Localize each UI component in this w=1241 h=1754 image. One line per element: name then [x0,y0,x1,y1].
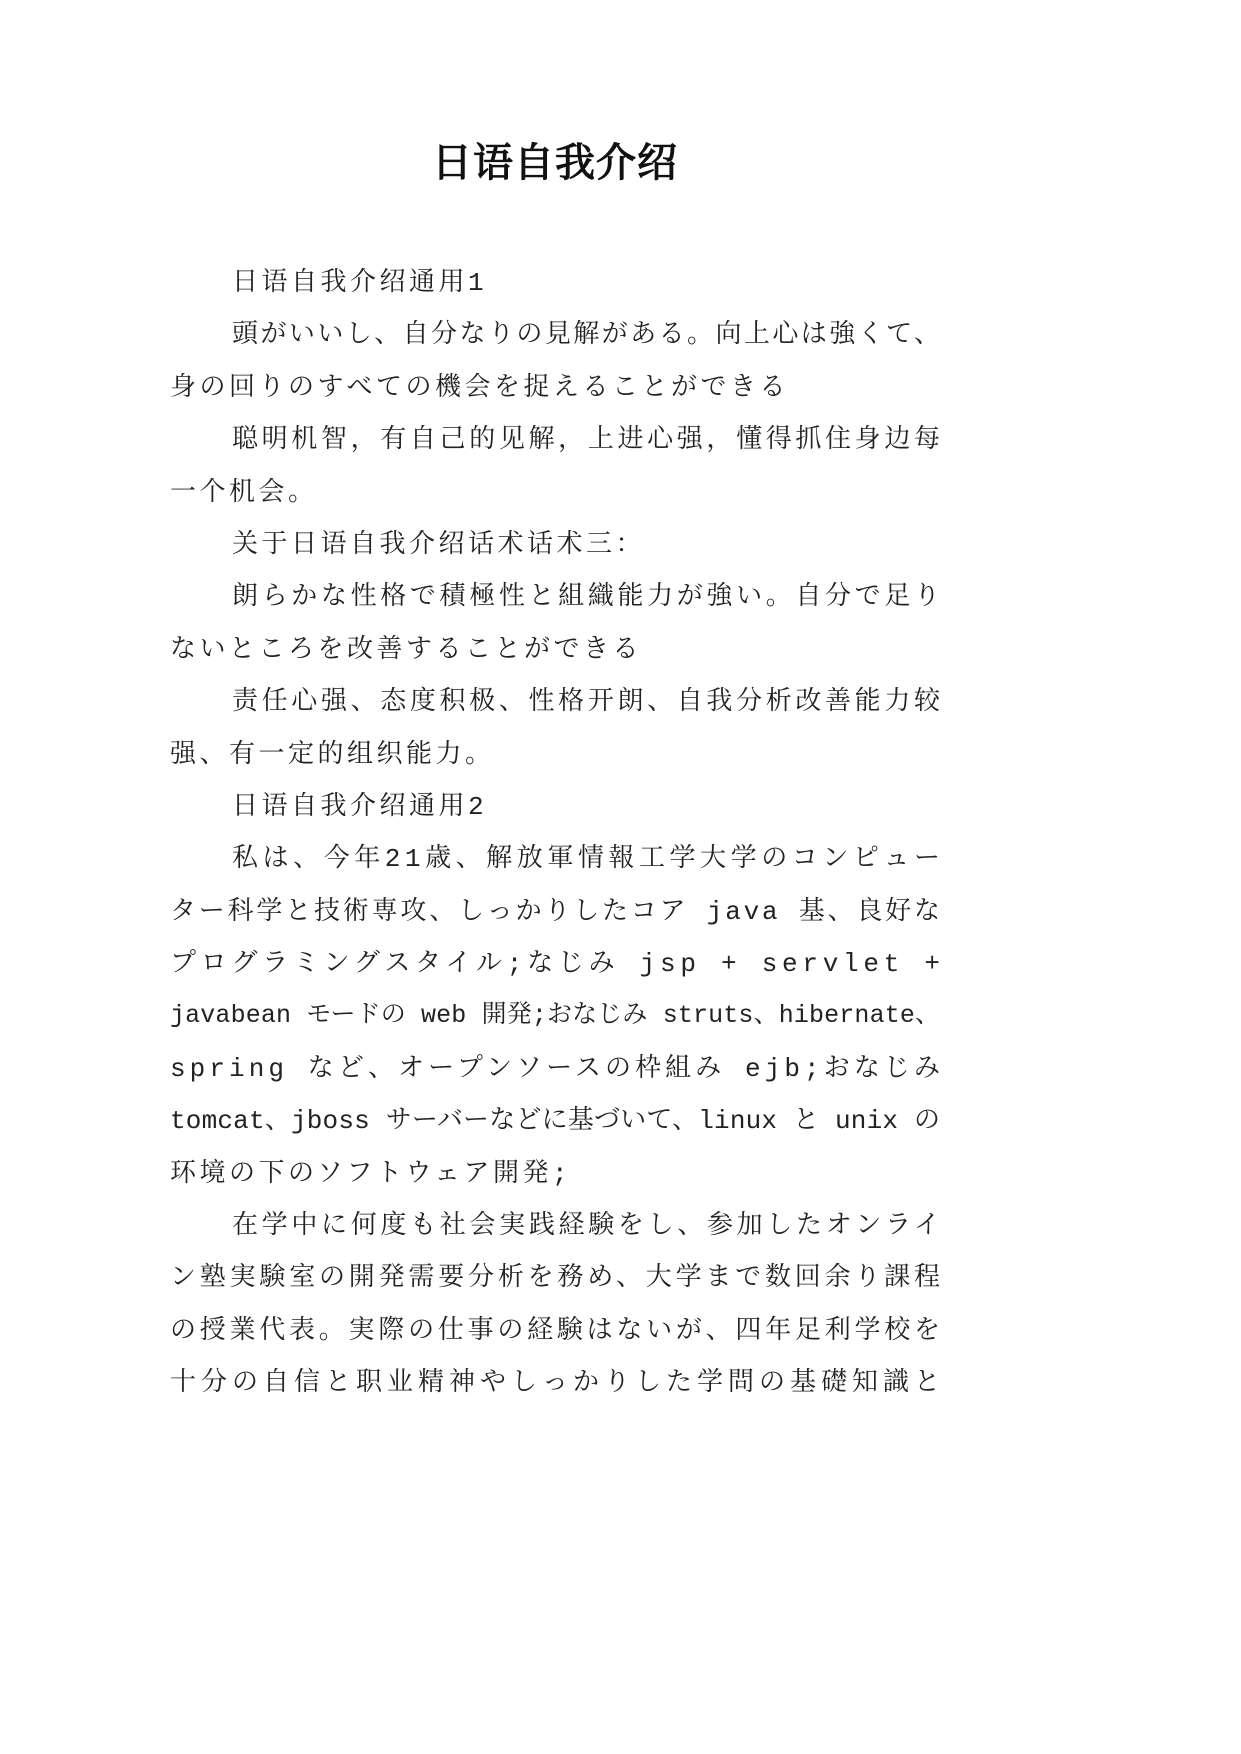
text-line: 十分の自信と职业精神やしっかりした学問の基礎知識と [170,1368,945,1399]
text-line: プログラミングスタイル;なじみ jsp + servlet + [170,949,945,980]
text-line: 一个机会。 [170,477,318,508]
text-line: 日语自我介绍通用2 [232,791,488,822]
text-line: の授業代表。実際の仕事の経験はないが、四年足利学校を [170,1315,944,1346]
paragraph [170,571,944,676]
text-line: 私は、今年21歳、解放軍情報工学大学のコンピュー [232,844,945,875]
text-line: 聪明机智，有自己的见解，上进心强，懂得抓住身边每 [232,425,944,456]
text-line: javabean モードの web 開発;おなじみ struts、hibernate、 [170,1001,941,1031]
paragraph [170,519,940,571]
page-title: 日语自我介绍 [432,139,678,186]
text-line: 在学中に何度も社会実践経験をし、参加したオンライ [232,1211,944,1242]
section-heading [170,781,940,833]
text-line: 责任心强、态度积极、性格开朗、自我分析改善能力较 [232,687,944,718]
paragraph [170,676,944,781]
text-line: ター科学と技術専攻、しっかりしたコア java 基、良好な [170,896,943,927]
text-line: spring など、オープンソースの枠組み ejb;おなじみ [170,1053,945,1084]
text-line: 环境の下のソフトウェア開発; [170,1158,572,1189]
text-line: ン塾実験室の開発需要分析を務め、大学まで数回余り課程 [170,1263,944,1294]
section-heading [170,257,940,309]
text-line: 頭がいいし、自分なりの見解がある。向上心は強くて、 [232,320,943,351]
text-line: 身の回りのすべての機会を捉えることができる [170,372,789,403]
paragraph [170,833,945,1200]
text-line: tomcat、jboss サーバーなどに基づいて、linux と unix の [170,1106,941,1137]
text-line: 日语自我介绍通用1 [232,268,488,298]
paragraph [170,309,943,414]
text-line: 关于日语自我介绍话术话术三： [232,529,646,560]
paragraph [170,1200,945,1410]
text-line: ないところを改善することができる [170,634,643,665]
document-body [170,257,945,1410]
text-line: 强、有一定的组织能力。 [170,739,495,770]
paragraph [170,414,944,519]
text-line: 朗らかな性格で積極性と組織能力が強い。自分で足り [232,582,944,613]
